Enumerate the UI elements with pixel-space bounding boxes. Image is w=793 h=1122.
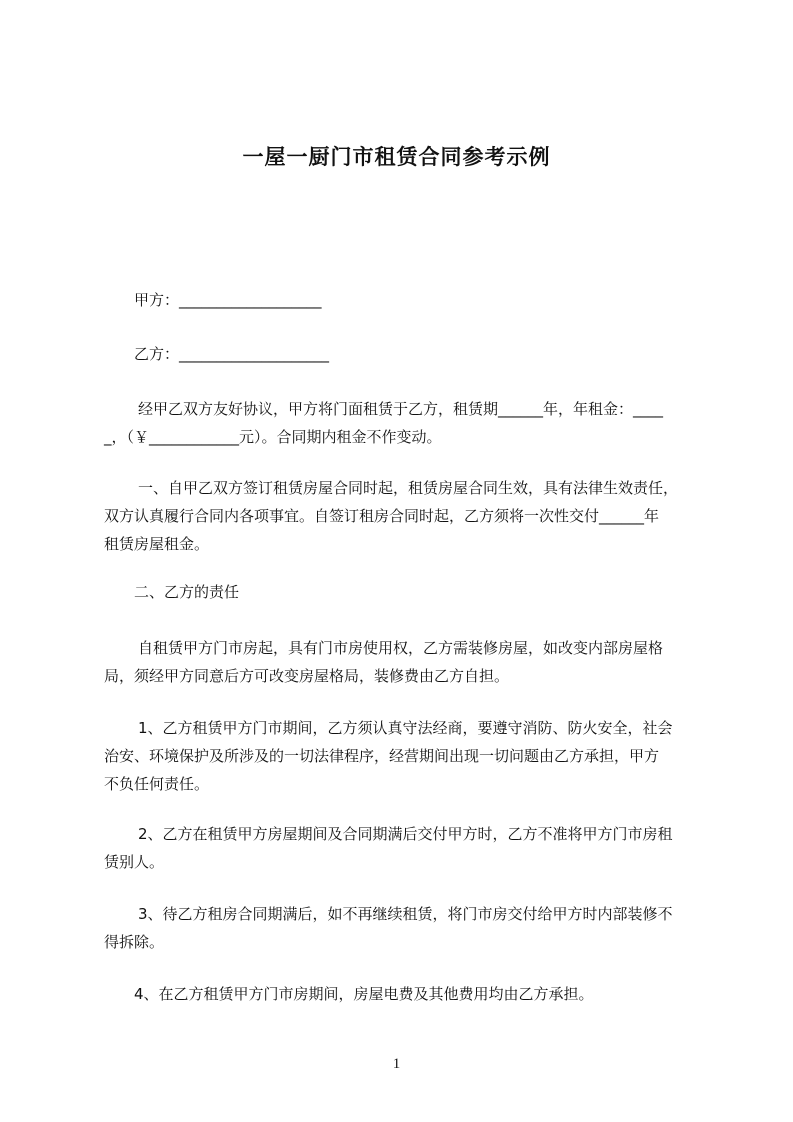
item-3-line-1: 3、待乙方租房合同期满后，如不再继续租赁，将门市房交付给甲方时内部装修不 <box>138 905 673 923</box>
intro-paragraph <box>104 395 712 451</box>
clause-1-line-2: 双方认真履行合同内各项事宜。自签订租房合同时起，乙方须将一次性交付______年 <box>104 507 660 525</box>
party-a-line <box>104 286 712 314</box>
intro-line-2: _，（￥____________元）。合同期内租金不作变动。 <box>104 428 442 446</box>
item-1-line-2: 治安、环境保护及所涉及的一切法律程序，经营期间出现一切问题由乙方承担，甲方 <box>104 747 660 765</box>
section-2-intro-line-2: 局，须经甲方同意后方可改变房屋格局，装修费由乙方自担。 <box>104 667 510 685</box>
section-2-intro-line-1: 自租赁甲方门市房起，具有门市房使用权，乙方需装修房屋，如改变内部房屋格 <box>138 639 664 657</box>
party-b-text: 乙方：____________________ <box>134 345 330 363</box>
section-2-heading <box>104 578 712 606</box>
section-2-heading-text: 二、乙方的责任 <box>134 583 240 601</box>
clause-1-line-3: 租赁房屋租金。 <box>104 535 210 553</box>
item-2-paragraph <box>104 820 712 876</box>
item-4-paragraph <box>104 980 712 1008</box>
item-1-line-1: 1、乙方租赁甲方门市期间，乙方须认真守法经商，要遵守消防、防火安全，社会 <box>138 719 673 737</box>
document-title: 一屋一厨门市租赁合同参考示例 <box>242 145 551 169</box>
intro-line-1: 经甲乙双方友好协议，甲方将门面租赁于乙方，租赁期______年，年租金：____ <box>138 400 664 418</box>
party-a-text: 甲方：___________________ <box>134 291 322 309</box>
party-b-line <box>104 340 712 368</box>
clause-1-line-1: 一、自甲乙双方签订租赁房屋合同时起，租赁房屋合同生效，具有法律生效责任， <box>138 479 679 497</box>
page-number: 1 <box>392 1056 401 1072</box>
clause-1-paragraph <box>104 474 712 558</box>
item-1-paragraph <box>104 714 712 798</box>
section-2-intro-paragraph <box>104 634 712 690</box>
item-3-line-2: 得拆除。 <box>104 933 165 951</box>
item-1-line-3: 不负任何责任。 <box>104 775 210 793</box>
item-2-line-1: 2、乙方在租赁甲方房屋期间及合同期满后交付甲方时，乙方不准将甲方门市房租 <box>138 825 673 843</box>
item-2-line-2: 赁别人。 <box>104 853 165 871</box>
item-4-line-1: 4、在乙方租赁甲方门市房期间，房屋电费及其他费用均由乙方承担。 <box>134 985 594 1003</box>
item-3-paragraph <box>104 900 712 956</box>
